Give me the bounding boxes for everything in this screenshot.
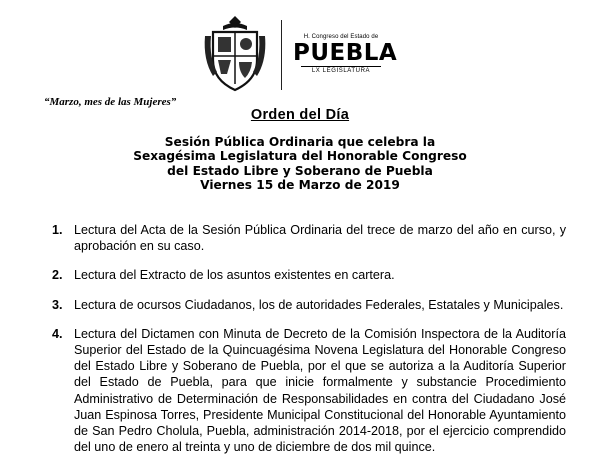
letterhead	[0, 6, 600, 96]
item-number: 3.	[52, 297, 63, 312]
brand-bottom-text: LX LEGISLATURA	[301, 66, 381, 74]
subtitle-line: Sesión Pública Ordinaria que celebra la	[164, 135, 436, 149]
header-divider	[281, 20, 282, 90]
motto: “Marzo, mes de las Mujeres”	[44, 96, 177, 108]
item-text: Lectura del Dictamen con Minuta de Decreto de la Comisión Inspectora de la Auditoría Superior del Estado de la Quincuagésima Novena Legislatura del Honorable Congreso del Estado Libre y Soberano de Puebla, por el que se autoriza a la Auditoría Superior del Estado de Puebla, para que inicie formalmente y substancie Procedimiento Administrativo de Determinación de Responsabilidades en contra del Ciudadano José Juan Espinosa Torres, Presidente Municipal Constitucional del Honorable Ayuntamiento de San Pedro Cholula, Puebla, administración 2014-2018, por el ejercicio comprendido del uno de enero al treinta y uno de diciembre de dos mil quince.	[74, 326, 566, 455]
agenda-item	[52, 267, 566, 283]
brand-name: PUEBLA	[293, 40, 398, 66]
subtitle-date: Viernes 15 de Marzo de 2019	[200, 177, 400, 192]
document-title: Orden del Día	[250, 107, 350, 123]
congress-brand	[293, 34, 398, 74]
item-number: 4.	[52, 326, 63, 341]
agenda-item	[52, 297, 566, 313]
agenda-item	[52, 326, 566, 456]
item-text: Lectura del Extracto de los asuntos existentes en cartera.	[74, 268, 395, 283]
item-text: Lectura de ocursos Ciudadanos, los de autoridades Federales, Estatales y Municipales.	[74, 297, 564, 312]
title-block	[110, 107, 490, 192]
agenda-item	[52, 222, 566, 254]
item-text: Lectura del Acta de la Sesión Pública Ordinaria del trece de marzo del año en curso, y aprobación en su caso.	[74, 223, 566, 254]
subtitle-line: Sexagésima Legislatura del Honorable Congreso	[133, 149, 467, 164]
item-number: 1.	[52, 223, 63, 237]
agenda-list	[52, 222, 566, 468]
brand-top-text: H. Congreso del Estado de	[303, 34, 379, 40]
subtitle-line: del Estado Libre y Soberano de Puebla	[167, 163, 433, 178]
item-number: 2.	[52, 268, 63, 283]
puebla-coat-of-arms-icon	[201, 14, 269, 92]
